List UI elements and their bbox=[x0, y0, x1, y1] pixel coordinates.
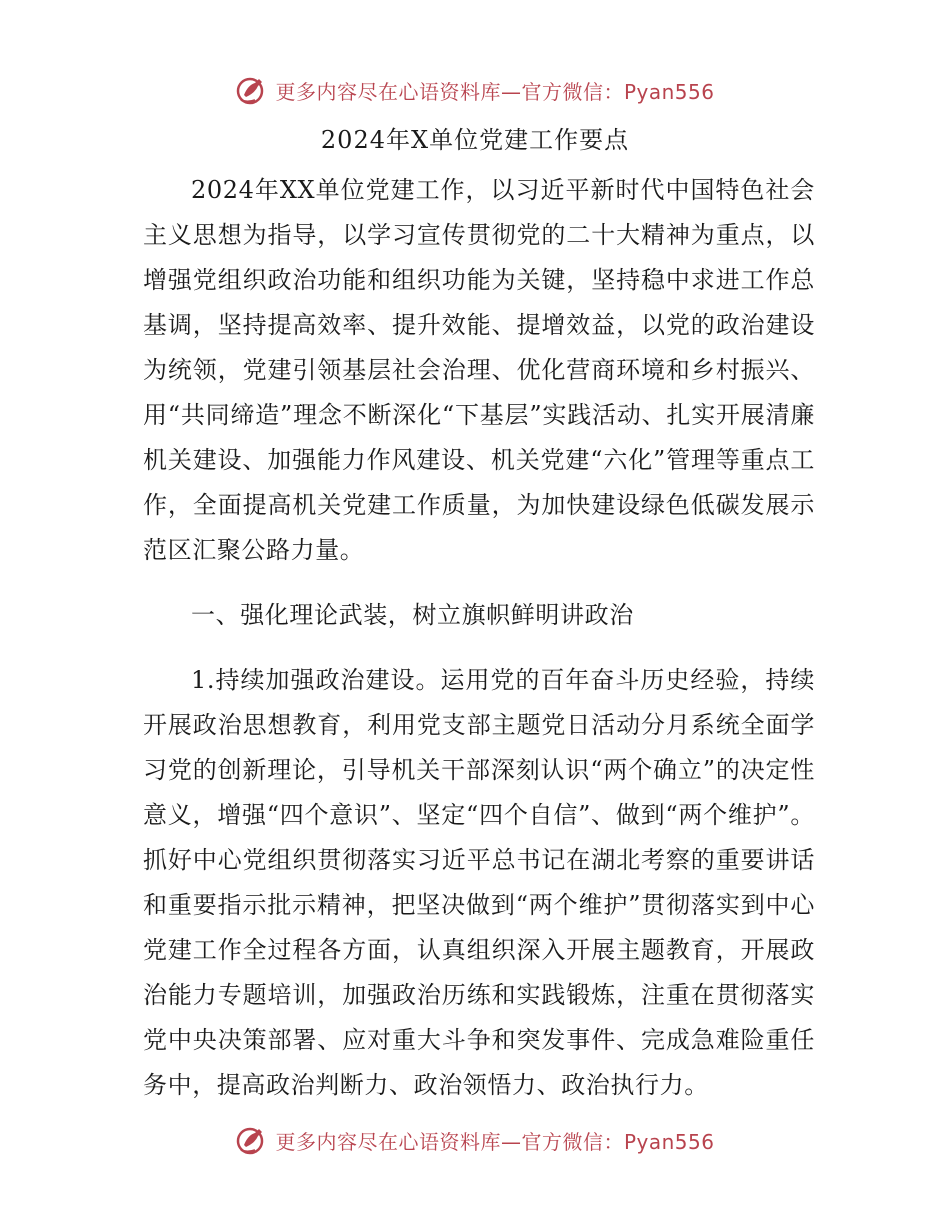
header-watermark bbox=[0, 70, 950, 110]
document-title: 2024年X单位党建工作要点 bbox=[320, 126, 630, 154]
writing-hand-logo-icon bbox=[235, 1123, 269, 1157]
item-paragraph: 1.持续加强政治建设。运用党的百年奋斗历史经验，持续开展政治思想教育，利用党支部主题党日活动分月系统全面学习党的创新理论，引导机关干部深刻认识“两个确立”的决定性意义，增强“四个意识”、坚定“四个自信”、做到“两个维护”。抓好中心党组织贯彻落实习近平总书记在湖北考察的重要讲话和重要指示批示精神，把坚决做到“两个维护”贯彻落实到中心党建工作全过程各方面，认真组织深入开展主题教育，开展政治能力专题培训，加强政治历练和实践锻炼，注重在贯彻落实党中央决策部署、应对重大斗争和突发事件、完成急难险重任务中，提高政治判断力、政治领悟力、政治执行力。 bbox=[143, 666, 815, 1099]
writing-hand-logo-icon bbox=[235, 73, 269, 107]
watermark-text: 更多内容尽在心语资料库—官方微信：Pyan556 bbox=[275, 79, 715, 104]
watermark-text: 更多内容尽在心语资料库—官方微信：Pyan556 bbox=[275, 1129, 715, 1154]
intro-paragraph: 2024年XX单位党建工作，以习近平新时代中国特色社会主义思想为指导，以学习宣传贯彻党的二十大精神为重点，以增强党组织政治功能和组织功能为关键，坚持稳中求进工作总基调，坚持提高效率、提升效能、提增效益，以党的政治建设为统领，党建引领基层社会治理、优化营商环境和乡村振兴、用“共同缔造”理念不断深化“下基层”实践活动、扎实开展清廉机关建设、加强能力作风建设、机关党建“六化”管理等重点工作，全面提高机关党建工作质量，为加快建设绿色低碳发展示范区汇聚公路力量。 bbox=[143, 176, 815, 564]
footer-watermark bbox=[0, 1120, 950, 1160]
section-heading: 一、强化理论武装，树立旗帜鲜明讲政治 bbox=[191, 601, 634, 629]
document-body bbox=[143, 168, 815, 1128]
